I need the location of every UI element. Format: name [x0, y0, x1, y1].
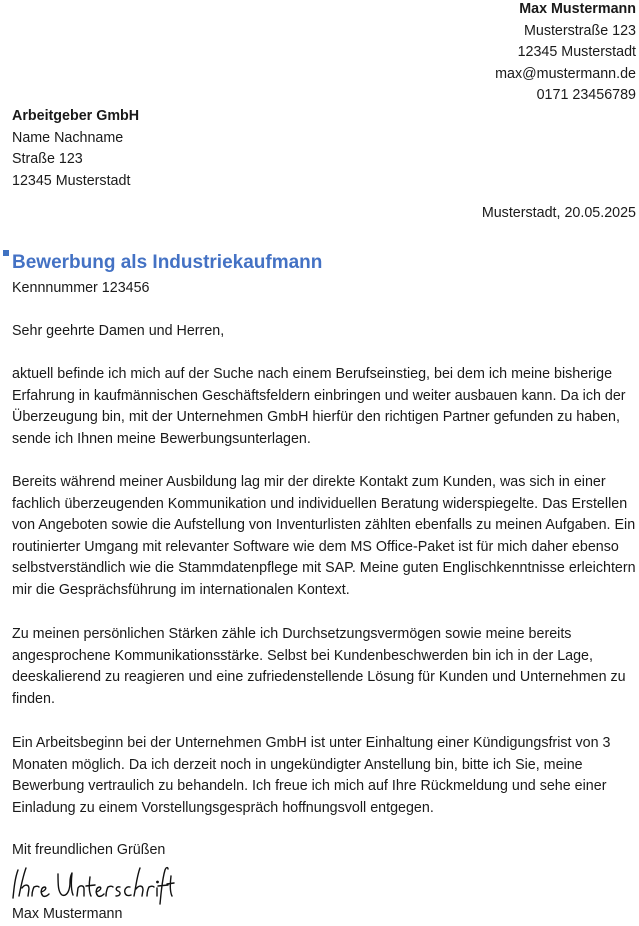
- body-paragraph-1: aktuell befinde ich mich auf der Suche nach einem Berufseinstieg, bei dem ich meine bisherige Erfahrung in kaufmännischen Geschäftsfeldern einbringen und weiter ausbauen kann. Da ich der Überzeugung bin, mit der Unternehmen GmbH hierfür den richtigen Partner gefunden zu haben, sende ich Ihnen meine Bewerbungsunterlagen.: [12, 366, 626, 447]
- recipient-street: Straße 123: [12, 151, 83, 168]
- body-paragraph-2: Bereits während meiner Ausbildung lag mir der direkte Kontakt zum Kunden, was sich in einer fachlich überzeugenden Kommunikation und individuellen Beratung widerspiegelte. Das Erstellen von Angeboten sowie die Aufstellung von Inventurlisten zählten ebenfalls zu meinen Aufgaben. Ein routinierter Umgang mit relevanter Software wie dem MS Office-Paket ist für mich daher ebenso selbstverständlich wie die Stammdatenpflege mit SAP. Meine guten Englischkenntnisse erleichtern mir die Gesprächsführung im internationalen Kontext.: [12, 474, 636, 598]
- recipient-city: 12345 Musterstadt: [12, 172, 131, 189]
- recipient-address-block: [12, 106, 139, 192]
- signer-name: Max Mustermann: [12, 906, 123, 922]
- sender-email: max@mustermann.de: [495, 65, 636, 82]
- recipient-company: Arbeitgeber GmbH: [12, 108, 140, 124]
- handwritten-signature: [10, 862, 175, 906]
- salutation: Sehr geehrte Damen und Herren,: [12, 323, 225, 339]
- sender-phone: 0171 23456789: [536, 87, 636, 104]
- sender-city: 12345 Musterstadt: [517, 44, 636, 61]
- sender-name: Max Mustermann: [519, 1, 636, 17]
- recipient-contact: Name Nachname: [12, 129, 124, 146]
- heading-marker: [3, 250, 9, 256]
- sender-address-block: [495, 0, 636, 107]
- sender-street: Musterstraße 123: [523, 22, 636, 39]
- body-paragraph-3: Zu meinen persönlichen Stärken zähle ich Durchsetzungsvermögen sowie meine bereits angesprochene Kommunikationsstärke. Selbst bei Kundenbeschwerden bin ich in der Lage, deeskalierend zu reagieren und eine zufriedenstellende Lösung für Kunden und Unternehmen zu finden.: [12, 626, 626, 707]
- letter-subject: Bewerbung als Industriekaufmann: [12, 252, 323, 273]
- reference-number: Kennnummer 123456: [12, 280, 150, 296]
- body-paragraph-4: Ein Arbeitsbeginn bei der Unternehmen GmbH ist unter Einhaltung einer Kündigungsfrist von 3 Monaten möglich. Da ich derzeit noch in ungekündigter Anstellung bin, bitte ich Sie, meine Bewerbung vertraulich zu behandeln. Ich freue ich mich auf Ihre Rückmeldung und sehe einer Einladung zu einem Vorstellungsgespräch hoffnungsvoll entgegen.: [12, 735, 611, 816]
- closing-phrase: Mit freundlichen Grüßen: [12, 842, 166, 858]
- letter-date: Musterstadt, 20.05.2025: [481, 205, 636, 221]
